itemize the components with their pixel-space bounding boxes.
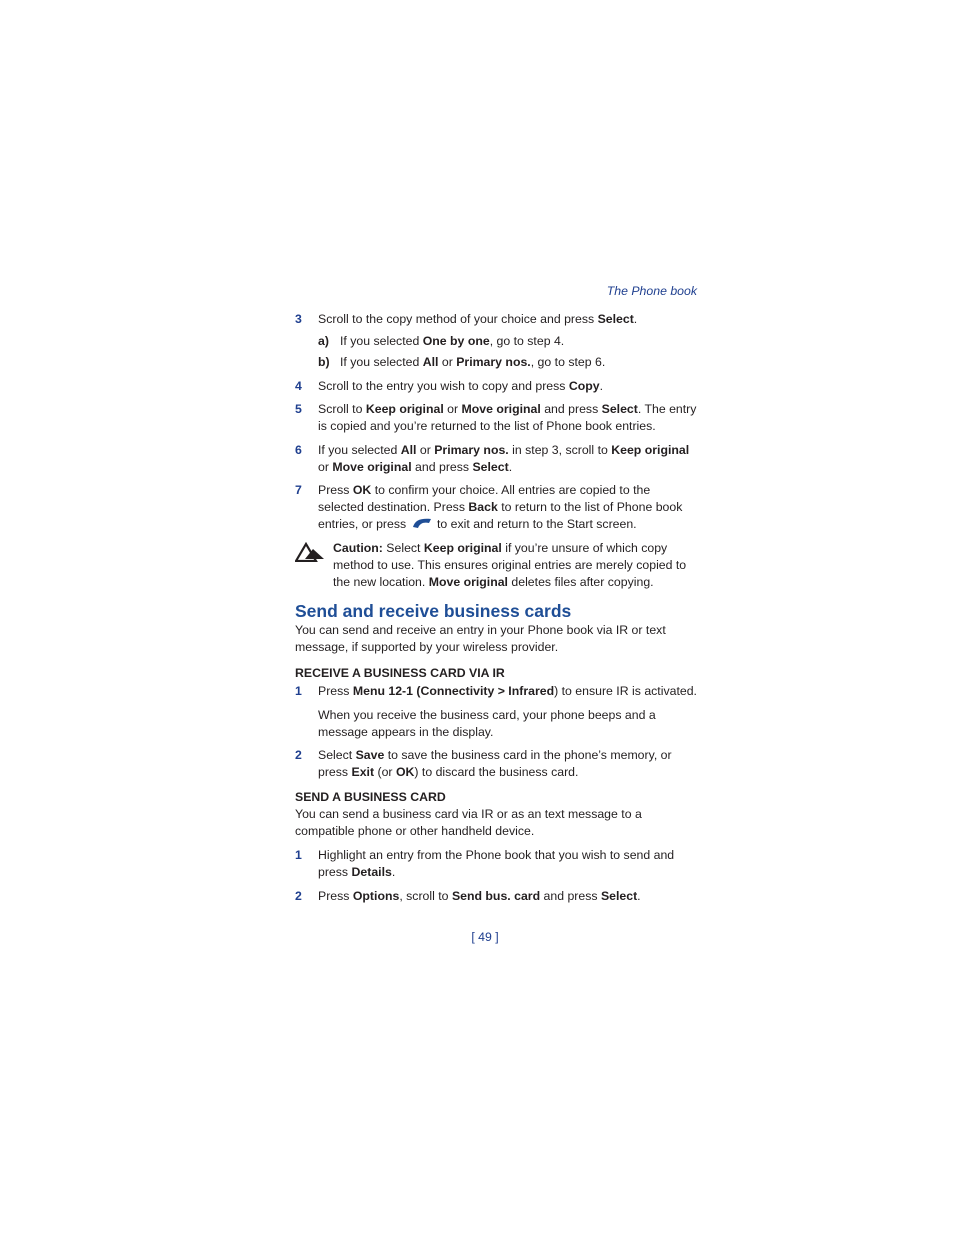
send-heading: SEND A BUSINESS CARD [295,790,446,804]
send-step-1 [295,847,697,881]
text-run: ) to ensure IR is activated. [554,684,697,698]
text-run: or [438,355,457,369]
bold-term: Move original [428,575,508,589]
step-text [318,401,697,435]
bold-term: Keep original [611,443,690,457]
text-run: If you selected [340,334,423,348]
text-run: if you’re unsure of which copy method to use. This ensures original entries are merely copied to the new location. [333,541,687,589]
text-run: , go to step 6. [530,355,606,369]
text-run: or [318,460,333,474]
bold-term: Move original [461,402,541,416]
running-header: The Phone book [606,284,697,298]
text-run: . [637,889,641,903]
step-text [318,747,697,781]
bold-term: OK [352,483,372,497]
step-7 [295,482,697,533]
text-run: to exit and return to the Start screen. [433,517,637,531]
receive-step-1-note: When you receive the business card, your phone beeps and a message appears in the display. [318,708,656,739]
step-text [318,847,697,881]
step-text [318,442,697,476]
substep-text [340,333,697,350]
bold-term: Send bus. card [451,889,541,903]
step-number: 3 [295,312,302,326]
text-run: . [633,312,638,326]
bold-term: Menu 12-1 (Connectivity > Infrared [352,684,555,698]
text-run: Scroll to the entry you wish to copy and press [318,379,569,393]
text-run: Select [318,748,356,762]
step-number: 6 [295,443,302,457]
bold-term: Move original [332,460,412,474]
text-run: Highlight an entry from the Phone book that you wish to send and press [318,848,675,879]
section-intro: You can send and receive an entry in your Phone book via IR or text message, if supported by your wireless provider. [295,623,666,654]
step-text [318,311,697,328]
bold-term: Details [351,865,392,879]
text-run: If you selected [318,443,401,457]
page-number: [ 49 ] [471,930,499,944]
receive-heading: RECEIVE A BUSINESS CARD VIA IR [295,666,505,680]
text-run: and press [540,889,601,903]
bold-term: All [422,355,439,369]
send-intro: You can send a business card via IR or as an text message to a compatible phone or other handheld device. [295,807,642,838]
text-run: to save the business card in the phone’s memory, or press [318,748,672,779]
text-run: (or [374,765,396,779]
bold-term: All [400,443,417,457]
receive-step-1 [295,683,697,700]
text-run: . The entry is copied and you’re returned to the list of Phone book entries. [318,402,697,433]
bold-term: Copy [568,379,600,393]
bold-term: Primary nos. [434,443,509,457]
bold-term: Select [600,889,638,903]
bold-term: Keep original [423,541,502,555]
text-run: Press [318,483,353,497]
bold-term: Select [597,312,634,326]
section-title: Send and receive business cards [295,601,572,621]
bold-term: Options [352,889,400,903]
step-text [318,683,697,700]
step-5 [295,401,697,435]
end-call-icon [412,517,432,529]
text-run: or [416,443,435,457]
text-run: Select [382,541,424,555]
substep-label: b) [318,355,330,369]
text-run: in step 3, scroll to [508,443,612,457]
step-number: 1 [295,848,302,862]
bold-term: OK [395,765,415,779]
step-6 [295,442,697,476]
step-number: 1 [295,684,302,698]
text-run: . [391,865,396,879]
substep-a [318,333,697,350]
step-number: 2 [295,889,302,903]
text-run: Scroll to [318,402,366,416]
step-number: 2 [295,748,302,762]
text-run: If you selected [340,355,423,369]
step-text [318,482,697,533]
text-run: , scroll to [399,889,452,903]
send-step-2 [295,888,697,905]
step-text [318,888,697,905]
bold-term: Select [601,402,638,416]
text-run: and press [411,460,473,474]
text-run: deletes files after copying. [507,575,654,589]
step-number: 7 [295,483,302,497]
caution-icon [295,542,325,562]
text-run: to return to the list of Phone book entries, or press [318,500,683,531]
substep-label: a) [318,334,329,348]
text-run: Press [318,889,353,903]
caution-note [295,540,697,591]
bold-term: Select [472,460,509,474]
bold-term: One by one [422,334,490,348]
bold-term: Keep original [365,402,444,416]
step-3 [295,311,697,328]
bold-term: Primary nos. [456,355,531,369]
text-run: and press [540,402,602,416]
bold-term: Caution: [333,541,383,555]
text-run: . [599,379,604,393]
bold-term: Back [468,500,498,514]
text-run: , go to step 4. [489,334,565,348]
text-run: ) to discard the business card. [414,765,579,779]
step-number: 5 [295,402,302,416]
text-run: Scroll to the copy method of your choice and press [318,312,598,326]
step-number: 4 [295,379,302,393]
step-text [318,378,697,395]
text-run: or [443,402,462,416]
step-4 [295,378,697,395]
text-run: to confirm your choice. All entries are copied to the selected destination. Press [318,483,651,514]
substep-text [340,354,697,371]
caution-text [333,540,697,591]
text-run: . [508,460,513,474]
text-run: Press [318,684,353,698]
substep-b [318,354,697,371]
bold-term: Save [355,748,385,762]
receive-step-2 [295,747,697,781]
bold-term: Exit [351,765,375,779]
